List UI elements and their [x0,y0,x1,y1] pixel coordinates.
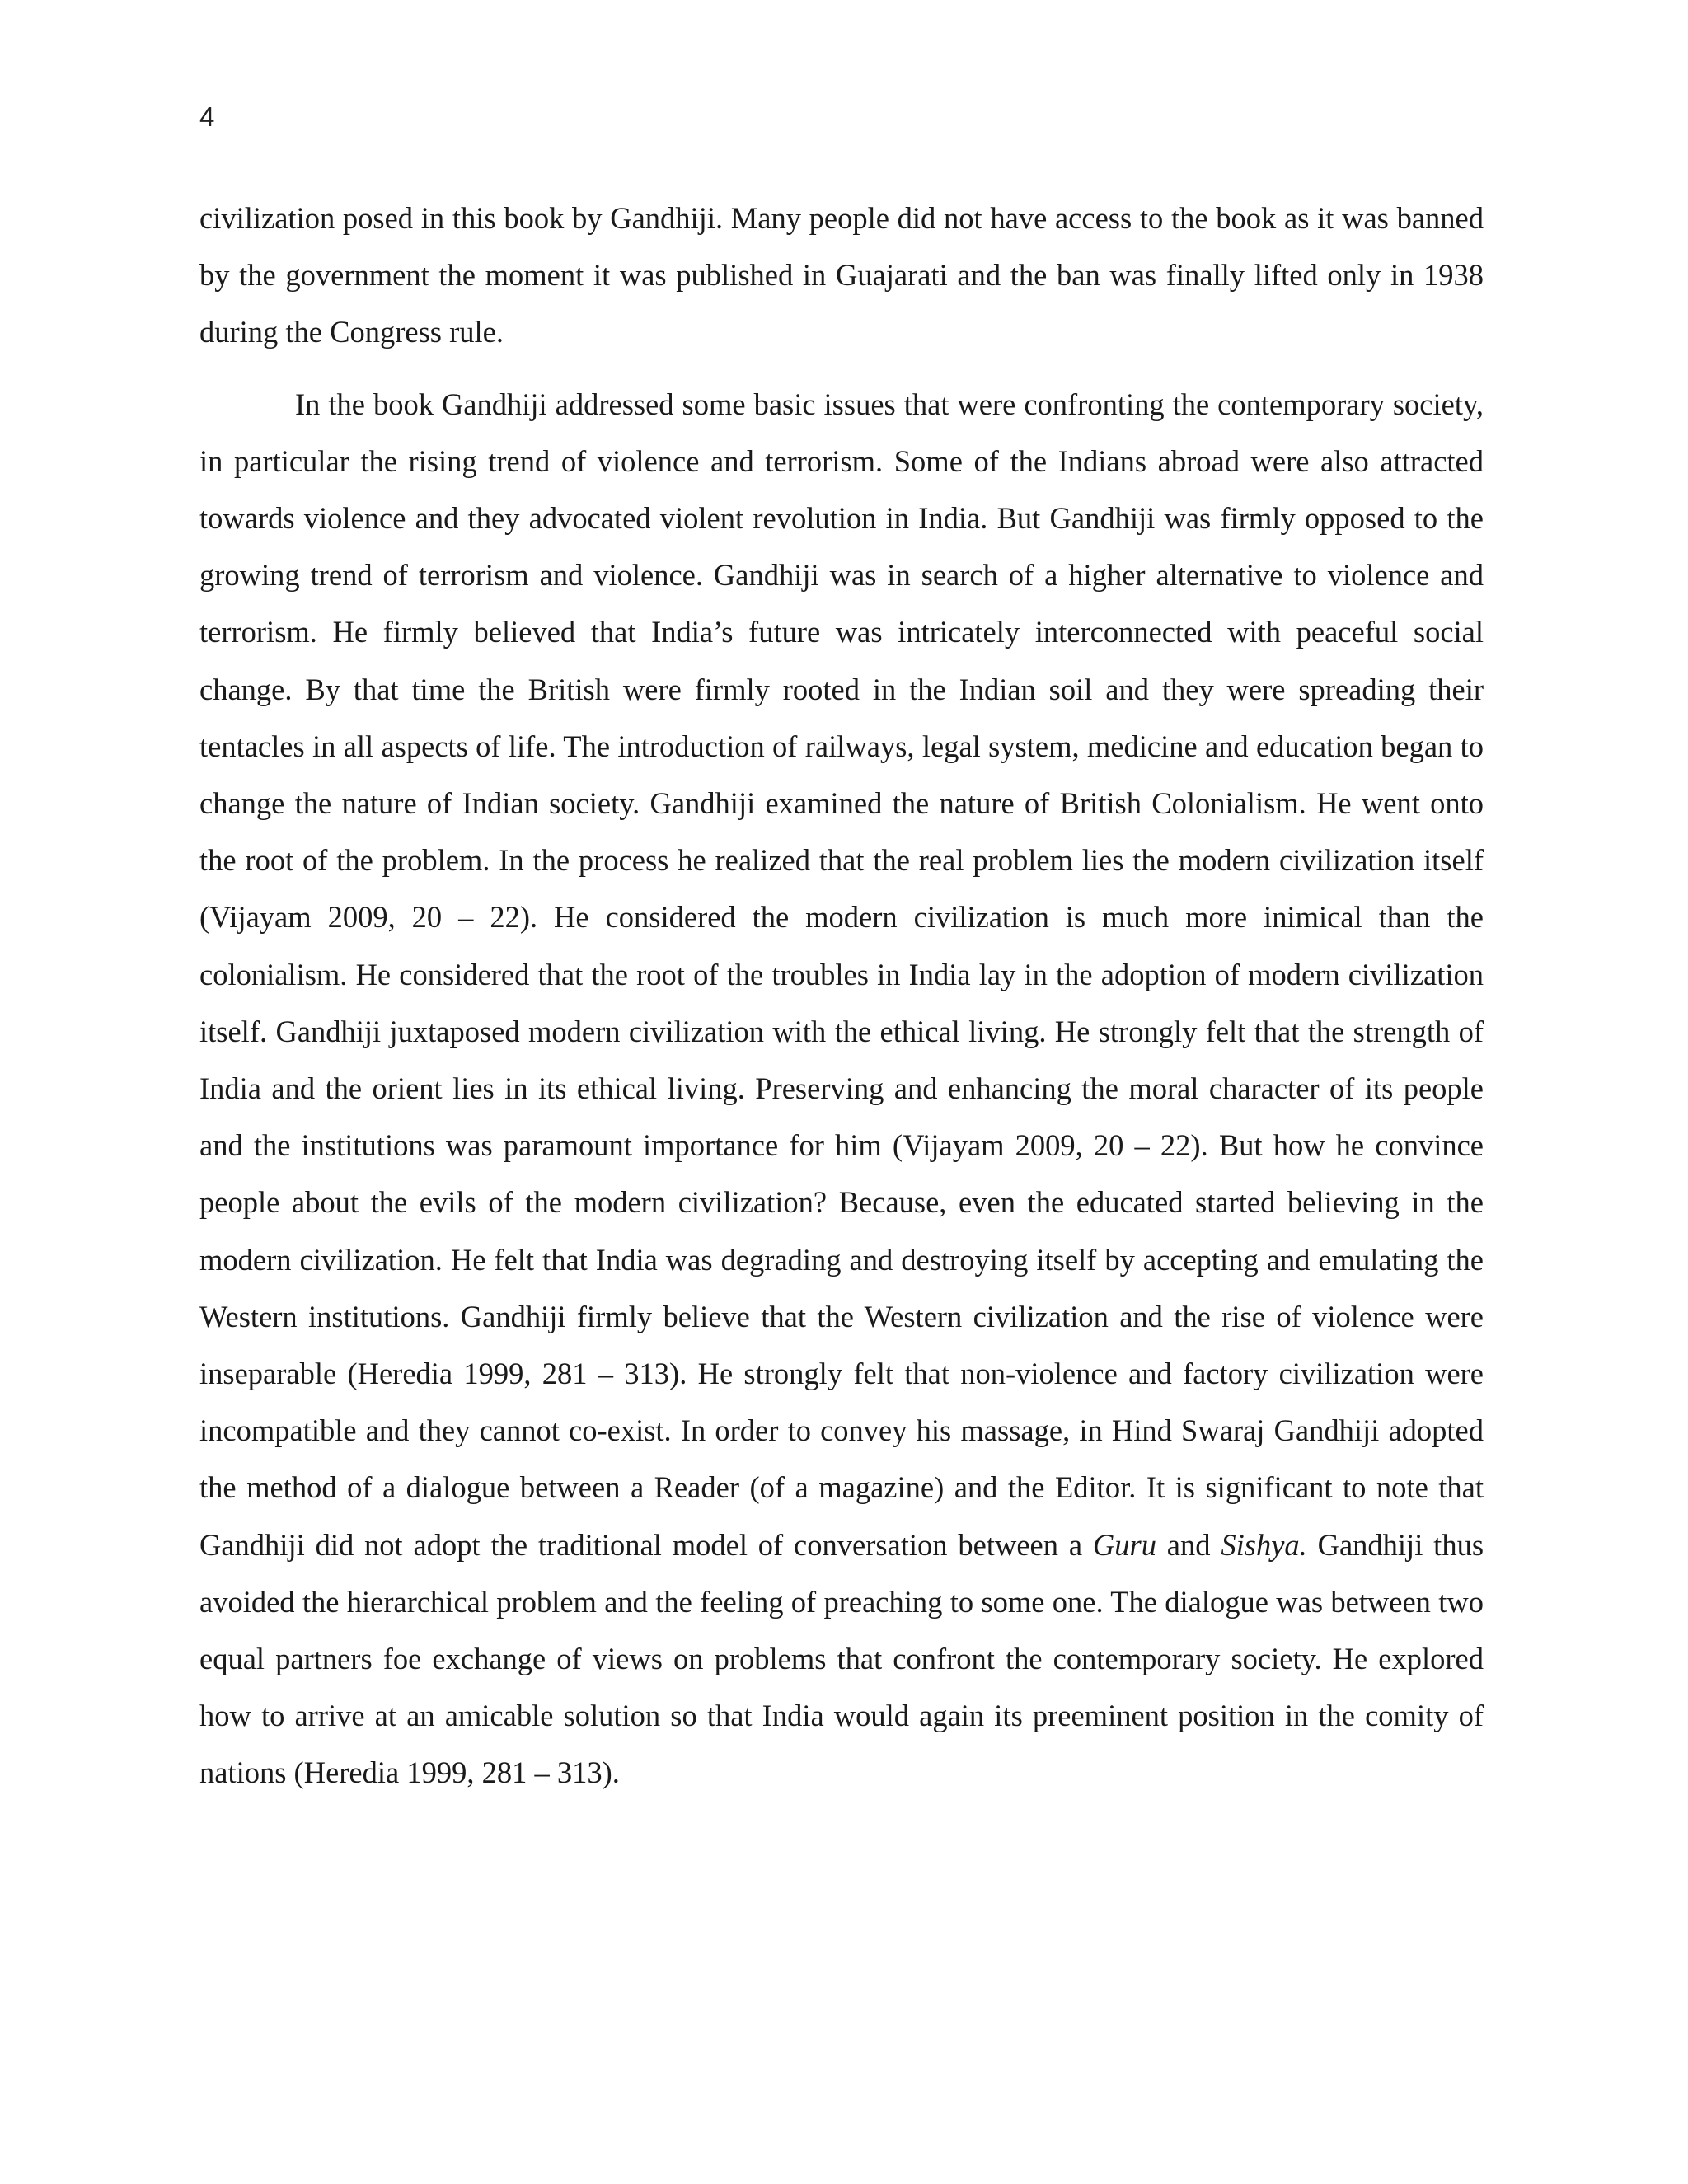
paragraph-1: civilization posed in this book by Gandhiji. Many people did not have access to the book as it was banned by the government the moment it was published in Guajarati and the ban was finally lifted only in 1938 during the Congress rule. [199,201,1484,349]
italic-term-sishya: Sishya. [1221,1527,1307,1562]
paragraph-2-text-a: In the book Gandhiji addressed some basic issues that were confronting the contemporary society, in particular the rising trend of violence and terrorism. Some of the Indians abroad were also attracted towards violence and they advocated violent revolution in India. But Gandhiji was firmly opposed to the growing trend of terrorism and violence. Gandhiji was in search of a higher alternative to violence and terrorism. He firmly believed that India’s future was intricately interconnected with peaceful social change. By that time the British were firmly rooted in the Indian soil and they were spreading their tentacles in all aspects of life. The introduction of railways, legal system, medicine and education began to change the nature of Indian society. Gandhiji examined the nature of British Colonialism. He went onto the root of the problem. In the process he realized that the real problem lies the modern civilization itself (Vijayam 2009, 20 – 22). He considered the modern civilization is much more inimical than the colonialism. He considered that the root of the troubles in India lay in the adoption of modern civilization itself. Gandhiji juxtaposed modern civilization with the ethical living. He strongly felt that the strength of India and the orient lies in its ethical living. Preserving and enhancing the moral character of its people and the institutions was paramount importance for him (Vijayam 2009, 20 – 22). But how he convince people about the evils of the modern civilization? Because, even the educated started believing in the modern civilization. He felt that India was degrading and destroying itself by accepting and emulating the Western institutions. Gandhiji firmly believe that the Western civilization and the rise of violence were inseparable (Heredia 1999, 281 – 313). He strongly felt that non-violence and factory civilization were incompatible and they cannot co-exist. In order to convey his massage, in Hind Swaraj Gandhiji adopted the method of a dialogue between a Reader (of a magazine) and the Editor. It is significant to note that Gandhiji did not adopt the traditional model of conversation between a [199,387,1484,1562]
paragraph-2 [199,376,1484,1802]
paragraph-2-conjunction: and [1156,1527,1221,1562]
body-text [199,190,1484,1802]
paragraph-2-text-b: Gandhiji thus avoided the hierarchical problem and the feeling of preaching to some one. The dialogue was between two equal partners foe exchange of views on problems that confront the contemporary society. He explored how to arrive at an amicable solution so that India would again its preeminent position in the comity of nations (Heredia 1999, 281 – 313). [199,1527,1484,1790]
italic-term-guru: Guru [1092,1527,1156,1562]
page-number: 4 [199,101,215,132]
